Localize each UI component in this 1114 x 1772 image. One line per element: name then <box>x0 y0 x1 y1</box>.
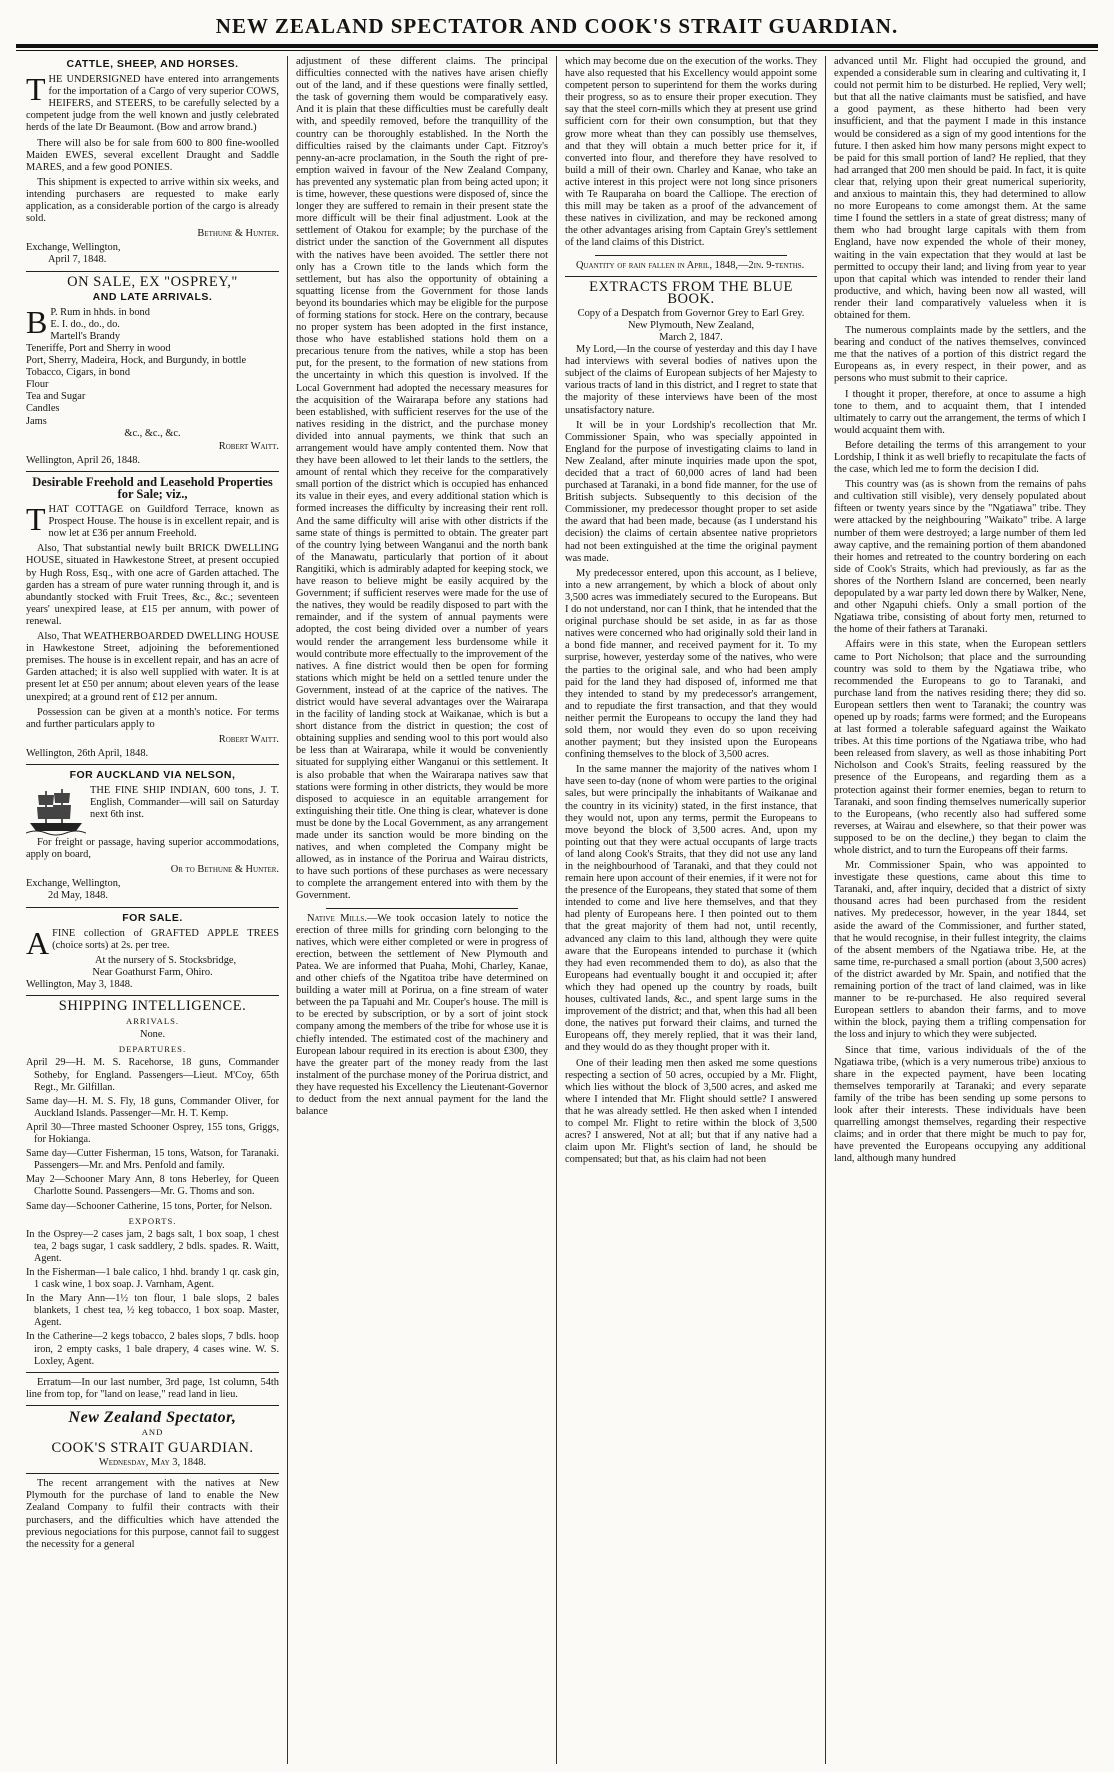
editorial-masthead <box>26 1408 279 1469</box>
divider <box>26 471 279 472</box>
advert-place: Exchange, Wellington, <box>26 878 121 890</box>
advert-body: HE UNDERSIGNED have entered into arrangements for the importation of a Cargo of very superior COWS, HEIFERS, and STEERS, to be carefully selected by a competent judge from the well known and justly celebrated herds of the late Dr Beaumont. (Bow and arrow brand.) <box>26 74 279 134</box>
osprey-list <box>26 303 279 440</box>
advert-body: For freight or passage, having superior accommodations, apply on board, <box>26 837 279 861</box>
advert-body: There will also be for sale from 600 to 800 fine-woolled Maiden EWES, several excellent Draught and Saddle MARES, and a few good PONIES. <box>26 137 279 173</box>
despatch-text: It will be in your Lordship's recollection that Mr. Commissioner Spain, who was specially appointed in England for the purpose of investigating claims to land in New Zealand, after minute inquiries made upon the spot, decided that a tract of 60,000 acres of land had been purchased at Taranaki, in a bond fide manner, for the use of British subjects. Subsequently to this decision of the Commissioner, my predecessor thought proper to set aside the award that had been made, because (as I understand his decision) the claims of certain absentee native proprietors had not been extinguished at the time the original payment was made. <box>565 419 817 564</box>
advert-body: THE FINE SHIP INDIAN, 600 tons, J. T. English, Commander—will sail on Saturday next 6th inst. <box>90 785 279 821</box>
list-item: In the Catherine—2 kegs tobacco, 2 bales slops, 7 bdls. hoop iron, 2 empty casks, 1 bale drapery, 4 cases wine. W. S. Loxley, Agent. <box>26 1331 279 1367</box>
subsection-heading: ARRIVALS. <box>125 1016 179 1027</box>
subsection-heading: DEPARTURES. <box>118 1044 187 1055</box>
advert-signature: Bethune & Hunter. <box>197 228 279 240</box>
divider <box>595 255 787 256</box>
advert-date: Wellington, May 3, 1848. <box>26 979 133 990</box>
section-heading: SHIPPING INTELLIGENCE. <box>58 998 247 1015</box>
article-label: Native Mills. <box>307 912 367 924</box>
list-item: Jams <box>26 415 47 427</box>
advert-cattle <box>26 58 279 267</box>
subsection-heading: EXPORTS. <box>128 1215 177 1226</box>
despatch-date: March 2, 1847. <box>659 331 723 343</box>
list-item: Teneriffe, Port and Sherry in wood <box>26 342 171 354</box>
paper-and: AND <box>141 1427 164 1437</box>
divider <box>326 908 518 909</box>
column-2 <box>287 56 556 1764</box>
advert-signature: Or to Bethune & Hunter. <box>170 864 279 876</box>
column-1 <box>18 56 287 1764</box>
despatch-text: advanced until Mr. Flight had occupied the ground, and expended a considerable sum in clearing and cultivating it, I could not permit him to be disturbed. He replied, Very well; but that all the native claimants must be satisfied, and have a good payment, as these hitherto had been very insufficient, and that the payment I made in this instance would be considered as a sign of my good intentions for the future. I then asked him how many persons might expect to be paid for this small portion of land? He replied, that they had arranged that 200 men should be paid. In fact, it is quite clear that, relying upon their great numerical superiority, and anxious to maintain this, they had determined to allow no more Europeans to come amongst them. At the same time I found the settlers in a state of great distress; many of them who had brought large capitals with them from England, have now expended the whole of their money, waiting in the vain expectation that they would at last be permitted to occupy their land; and living from year to year upon that capital which was intended to render their land productive, and which, having been now all wasted, will render their land comparatively valueless when it is obtained for them. <box>834 56 1086 321</box>
despatch-text: In the same manner the majority of the natives whom I have seen to-day (none of whom were parties to the original sales, but were principally the inhabitants of Waikanae and the country in its vicinity) stated, in the first instance, that they would not, upon any terms, permit the Europeans to move beyond the block of 3,500 acres. And, upon my pointing out that they were actual occupants of large tracts of land along Cook's Straits, that they did not use any land in the neighbourhood of Taranaki, and that they could not remain here upon account of their enemies, if it were not for the presence of the Europeans, they stated that some of them intended to come and live here themselves, and that they had plenty of Europeans here. I then pointed out to them that the great majority of them had not, until recently, advanced any claim to this land, although they were quite aware that the Europeans intended to purchase it (which they had even recommended them to do), as also that the Europeans had eventually bought it and occupied it; after which they had opened up the country by roads, built houses, cultivated lands, &c., and spent large sums in the improvement of the district; and that, when this had all been done, the natives put forward their claims, and turned the Europeans off, they merely replied, that it was their land, and they would do as they thought proper with it. <box>565 764 817 1054</box>
advert-place: Exchange, Wellington, <box>26 242 121 254</box>
paper-subtitle: COOK'S STRAIT GUARDIAN. <box>51 1440 254 1457</box>
advert-date: Wellington, April 26, 1848. <box>26 454 141 466</box>
list-item: April 29—H. M. S. Racehorse, 18 guns, Commander Sotheby, for England. Passengers—Lieut. M'Coy, 65th Regt., Mr. Gilfillan. <box>26 1057 279 1093</box>
divider <box>26 907 279 908</box>
advert-body: Also, That substantial newly built BRICK DWELLING HOUSE, situated in Hawkestone Street, at present occupied by Hugh Ross, Esq., with one acre of Garden attached. The garden has a stream of pure water running through it, and is abundantly stocked with Fruit Trees, &c., &c.; seventeen years' unexpired lease, at £15 per annum, with power of renewal. <box>26 543 279 627</box>
list-item: E. I. do., do., do. <box>50 318 120 330</box>
article-text: —We took occasion lately to notice the erection of three mills for grinding corn belonging to the natives, which were either completed or were in progress of erection, between the settlement of New Plymouth and Patea. We are informed that Puaha, Mohi, Charley, Kanae, and other chiefs of the Ngatitoa tribe have determined on building a water mill at Porirua, on a fine stream of water between the pa Tapuahi and Mr. Couper's house. The mill is to be erected by subscription, or by a sort of joint stock company among the members of the tribe for whose use it is chiefly intended. The estimated cost of the machinery and European labour required in its erection is about £300, they have the greater part of the money ready from the last instalment of the purchase money of the Porirua district, and they have requested his Excellency the Lieutenant-Governor to deduct from the next annual payment for the land the balance <box>296 912 548 1118</box>
advert-freehold <box>26 476 279 760</box>
divider <box>26 764 279 765</box>
list-item: Same day—Cutter Fisherman, 15 tons, Watson, for Taranaki. Passengers—Mr. and Mrs. Penfold and family. <box>26 1148 279 1172</box>
list-item: April 30—Three masted Schooner Osprey, 155 tons, Griggs, for Hokianga. <box>26 1121 279 1146</box>
advert-body: At the nursery of S. Stocksbridge, <box>94 954 237 966</box>
list-item: Candles <box>26 403 60 415</box>
issue-date: Wednesday, May 3, 1848. <box>98 1457 207 1469</box>
drop-cap: B <box>26 303 48 340</box>
divider <box>26 1372 279 1373</box>
advert-auckland <box>26 769 279 903</box>
advert-subheading: AND LATE ARRIVALS. <box>92 290 213 303</box>
advert-date: April 7, 1848. <box>48 254 107 266</box>
despatch-place: New Plymouth, New Zealand, <box>627 319 755 331</box>
despatch-text: My Lord,—In the course of yesterday and this day I have had interviews with several bodies of natives upon the subject of the claims of European subjects of her Majesty to various tracts of land in this district, and I regret to state that the majority of these interviews have been of the most unsatisfactory nature. <box>565 344 817 416</box>
editorial-lead: The recent arrangement with the natives at New Plymouth for the purchase of land to enable the New Zealand Company to fulfil their contracts with their purchasers, and the difficulties which have attended the previous negociations for this purpose, cannot fail to suggest the necessity for a general <box>26 1478 279 1550</box>
article-text: which may become due on the execution of the works. They have also requested that his Excellency would appoint some competent person to superintend for them the works during their progress, so as to ensure their proper execution. They say that the steel corn-mills which they at present use grind sufficient corn for their own consumption, but that they grow more wheat than they can possibly use themselves, and that they will obtain a much better price for it, if converted into flour, and therefore they have resolved to build a mill of their own. Charley and Kanae, who take an active interest in this project were not long since prisoners with Te Rauparaha on board the Calliope. The erection of this mill may be taken as a proof of the advancement of these natives in civilization, and may be reckoned among the other advantages arising from Captain Grey's settlement of the land claims of this District. <box>565 56 817 249</box>
despatch-text: Mr. Commissioner Spain, who was appointed to investigate these questions, came about this time to Taranaki, and, after inquiry, decided that a district of sixty thousand acres had been purchased from the resident natives. My predecessor, however, in the year 1844, set aside the award of the Commissioner, and further stated, that he would recognise, in their fullest integrity, the claims of the absent members of the Ngatiawa tribe. He, at the same time, re-purchased a small portion (about 3,500 acres) of the district awarded by Mr. Spain, and notified that the remaining portion of the tract of land claimed, was in like manner to be re-purchased. He also required several European settlers to abandon their farms, and to move within the block, paying them a trifling compensation for the loss and injury to which they were subjected. <box>834 860 1086 1041</box>
divider <box>26 271 279 272</box>
despatch-text: The numerous complaints made by the settlers, and the bearing and conduct of the natives themselves, convinced me that the natives of a portion of this district regard the Europeans as, in every respect, in their power, and as persons who must submit to their caprice. <box>834 325 1086 385</box>
shipping-intelligence <box>26 1000 279 1368</box>
divider <box>565 276 817 277</box>
list-item: Port, Sherry, Madeira, Hock, and Burgundy, in bottle <box>26 355 247 367</box>
advert-heading: CATTLE, SHEEP, AND HORSES. <box>66 58 239 70</box>
list-item: &c., &c., &c. <box>124 427 181 439</box>
drop-cap: A <box>26 924 50 961</box>
advert-heading: FOR AUCKLAND VIA NELSON, <box>69 768 236 781</box>
despatch-text: Before detailing the terms of this arrangement to your Lordship, I think it as well briefly to recapitulate the facts of the case, which led me to form the decision I did. <box>834 439 1086 476</box>
columns <box>18 56 1096 1768</box>
rain-note: Quantity of rain fallen in April, 1848,—2in. 9-tenths. <box>576 259 805 271</box>
advert-heading: ON SALE, EX "OSPREY," <box>67 273 238 290</box>
advert-date: Wellington, 26th April, 1848. <box>26 747 149 759</box>
list-item: Same day—Schooner Catherine, 15 tons, Porter, for Nelson. <box>26 1200 273 1212</box>
advert-osprey <box>26 273 279 467</box>
advert-date: 2d May, 1848. <box>48 890 108 902</box>
advert-body: Also, That WEATHERBOARDED DWELLING HOUSE in Hawkestone Street, adjoining the beforementioned premises. The house is in excellent repair, and has an acre of Garden attached; it is also well supplied with water. It is at present let at £50 per annum; about eleven years of the lease unexpired; at a ground rent of £12 per annum. <box>26 631 279 703</box>
erratum: Erratum—In our last number, 3rd page, 1st column, 54th line from top, for "land on lease," read land in lieu. <box>26 1376 279 1400</box>
advert-body: Possession can be given at a month's notice. For terms and further particulars apply to <box>26 706 279 730</box>
masthead-rule-thin <box>16 50 1098 51</box>
list-item: Same day—H. M. S. Fly, 18 guns, Commander Oliver, for Auckland Islands. Passenger—Mr. H. T. Kemp. <box>26 1095 279 1119</box>
list-item: In the Osprey—2 cases jam, 2 bags salt, 1 box soap, 1 chest tea, 2 bags sugar, 1 cask saddlery, 2 bdls. spades. R. Waitt, Agent. <box>26 1228 279 1264</box>
list-item: In the Mary Ann—1½ ton flour, 1 bale slops, 2 bales blankets, 1 chest tea, ½ keg tobacco, 1 box soap. Master, Agent. <box>26 1293 279 1329</box>
advert-forsale <box>26 912 279 992</box>
despatch-text: This country was (as is shown from the remains of pahs and cultivation still visible), very densely populated about fifteen or twenty years since by the "Ngatiawa" tribe. They were attacked by the neighbouring "Waikato" tribe. A large number of them were destroyed; a large number of them led away captive, and the remaining portion of them abandoned their homes and retreated to the country bordering on each side of Cook's Straits, which had previously, as far as the shores of the Northern Island are concerned, been nearly depopulated by a war party led down there by Walker, Nene, and other Ngapuhi chiefs. Only a small portion of the Ngatiawa tribe, consisting of about forty men, returned to the home of their fathers at Taranaki. <box>834 479 1086 636</box>
advert-body: Near Goathurst Farm, Ohiro. <box>92 966 213 978</box>
editorial-text: adjustment of these different claims. The principal difficulties connected with the natives have arisen chiefly out of the land, and if these questions were finally settled, the task of governing them would be comparatively easy. And it is plain that these difficulties must be carefully dealt with, and speedily removed, before the tranquillity of the country can be thoroughly established. In the North the difficulties raised by the claimants under Capt. Fitzroy's penny-an-acre proclamation, in the South the right of pre-emption waived in favour of the New Zealand Company, has prevented any systematic plan from being acted upon; it is time, however, these questions were disposed of, since the longer they are suffered to remain in their present state the more difficult will be their final adjustment. Look at the settlement of Otakou for example; by the purchase of the district under the sanction of the Government all disputes with the natives have been avoided. The settler there not only has a Crown title to the lands which form the settlement, but has also the opportunity of obtaining a squatting license from the Government for those lands beyond its boundaries which may be eligible for the purpose of forming stations for stock. Here on the contrary, because no proper system has been adopted in the first instance, those who have established stations hold them on a precarious tenure from the natives, while a stop has been put, for the present, to the formation of new stations from the uncertainty in which this question is involved. If the Local Government had adopted the necessary measures for the acquisition of the Wairarapa before any stations had been established, with sufficient reserves for the use of the natives residing in the district, and the purchase money divided into annual payments, we think that such an arrangement would have amply contented them. Now that they have been allowed to let their lands to the settlers, the amount of rental which they receive for the comparatively small portion of the district which is occupied has enhanced its value in their eyes, and every additional station which is formed increases the difficulty by increasing their rent roll. And the same difficulty will arise with other districts if the same state of things is permitted to obtain. The greater part of the country lying between Wanganui and the north bank of the Manawatu, particularly that portion of it about Rangitiki, which is admirably adapted for keeping stock, we have reason to believe might be easily acquired by the Government; if sufficient reserves were made for the use of the natives, they would be readily disposed to part with the remainder, and if the system of annual payments were adopted, the cost being divided over a number of years would render the arrangement less burdensome while it would contribute more effectually to the improvement of the natives. A fine district would then be open for forming stations which might be held on a settled tenure under the Government, instead of at the caprice of the natives. The district would have several advantages over the Wairarapa in the facility of landing stock at Waikanae, which is but a short distance from the district in question; the cost of obtaining supplies and sending wool to this port would also be less than at Wairarapa, while it would be conveniently situated for supplying either Wanganui or this settlement. It is also probable that when the Wairarapa natives saw that stations were forming in other districts, they would be more disposed to acquiesce in an equitable arrangement for extinguishing their title. One thing is clear, whatever is done must be done by the Local Government, as any arrangement made under its sanction would be more binding on the natives, and when completed the Company might be allowed, as in instance of the Porirua and Wairau districts, to have such portions of these purchases as were necessary to complete the arrangement entered into with them by the Government. <box>296 56 548 902</box>
column-4 <box>825 56 1094 1764</box>
list-item: None. <box>139 1029 166 1041</box>
despatch-text: My predecessor entered, upon this account, as I believe, into a new arrangement, by which a block of about only 3,500 acres was immediately secured to the Europeans. But I do not understand, nor can I think, that he intended that the original purchase should be set aside, in as far as those natives were concerned who had originally sold their land in a bond fide manner, and received payment for it. To my surprise, however, yesterday some of the natives, who were the parties to the original sale, and who had been amply paid for the land they had disposed of, informed me that they intended to stand by my predecessor's arrangement, and to repudiate the first transaction, and that they would neither permit the Europeans to occupy the land they had sold them, nor would they even do so upon receiving another payment; but they insisted upon the Europeans confining themselves to the block of 3,500 acres. <box>565 567 817 761</box>
list-item: Tea and Sugar <box>26 391 86 403</box>
list-item: Tobacco, Cigars, in bond <box>26 367 131 379</box>
advert-signature: Robert Waitt. <box>218 733 279 745</box>
advert-heading: Desirable Freehold and Leasehold Properties for Sale; viz., <box>32 474 273 501</box>
column-3 <box>556 56 825 1764</box>
list-item: In the Fisherman—1 bale calico, 1 hhd. brandy 1 qr. cask gin, 1 cask wine, 1 box soap. J. Varnham, Agent. <box>26 1266 279 1291</box>
advert-heading: FOR SALE. <box>122 911 183 924</box>
divider <box>26 1405 279 1406</box>
divider <box>26 995 279 996</box>
masthead <box>0 0 1114 44</box>
divider <box>26 1473 279 1474</box>
masthead-rule-thick <box>16 44 1098 48</box>
list-item: May 2—Schooner Mary Ann, 8 tons Heberley, for Queen Charlotte Sound. Passengers—Mr. G. Thoms and son. <box>26 1174 279 1198</box>
despatch-text: Affairs were in this state, when the European settlers came to Port Nicholson; that place and the surrounding country was sold to them by the Ngatiawa tribe, who recommended the Europeans to go to Taranaki, and purchase land from the natives residing there; they did so. European settlers then went to Taranaki; the country was opened up by roads; farms were formed; and the Europeans at last formed a tolerable safeguard against the Waikato tribes. At this time portions of the Ngatiawa tribe, who had been released from slavery, as well as those inhabiting Port Nicholson and Cook's Straits, feeling reassured by the presence of the Europeans, and regarding them as a protection against their former enemies, began to return to Taranaki, and soon finding themselves numerically superior to the Europeans, (who recently also had suffered some reverses, at Wairau and elsewhere, so that their power was supposed to be on the decline,) they began to claim the whole district, and to turn the Europeans off their farms. <box>834 639 1086 856</box>
advert-body: HAT COTTAGE on Guildford Terrace, known as Prospect House. The house is in excellent repair, and is now let at £36 per annum Freehold. <box>48 504 279 540</box>
despatch-text: One of their leading men then asked me some questions respecting a section of 50 acres, occupied by a Mr. Flight, which lies without the block of 3,500 acres, and asked me where I intended that Mr. Flight should settle? I answered that he was already settled. He then asked when I intended to compel Mr. Flight to retire within the block of 3,500 acres? I answered, Not at all; but that if any native had a claim upon Mr. Flight's section of land, he should be compensated; but that, as his claim had not been <box>565 1057 817 1166</box>
masthead-title: NEW ZEALAND SPECTATOR AND COOK'S STRAIT GUARDIAN. <box>215 14 899 38</box>
advert-body: This shipment is expected to arrive within six weeks, and intending purchasers are requested to make early application, as a considerable portion of the cargo is already sold. <box>26 176 279 225</box>
section-heading: EXTRACTS FROM THE BLUE BOOK. <box>589 278 793 307</box>
despatch-text: Since that time, various individuals of the of the Ngatiawa tribe, (which is a very numerous tribe) anxious to share in the expected payment, have been locating themselves temporarily at Taranaki; and every separate family of the tribe has been sending up some persons to look after their interests. These individuals have been quarrelling amongst themselves, regarding their respective claims; and in order that there might be much to pay for, have prevented the Europeans occupying any additional land, although many hundred <box>834 1044 1086 1165</box>
list-item: Flour <box>26 379 49 391</box>
drop-cap: T <box>26 71 46 108</box>
drop-cap: T <box>26 501 46 538</box>
paper-title: New Zealand Spectator, <box>68 1408 237 1426</box>
list-item: Martell's Brandy <box>50 330 121 342</box>
list-item: P. Rum in hhds. in bond <box>50 306 150 318</box>
advert-body: FINE collection of GRAFTED APPLE TREES (choice sorts) at 2s. per tree. <box>52 927 279 951</box>
despatch-title: Copy of a Despatch from Governor Grey to Earl Grey. <box>577 307 805 319</box>
advert-signature: Robert Waitt. <box>218 440 279 452</box>
ship-icon <box>26 785 86 837</box>
despatch-text: I thought it proper, therefore, at once to assume a high tone to them, and to acquaint them, that I intended ultimately to carry out the arrangement, the terms of which I would acquaint them with. <box>834 388 1086 436</box>
